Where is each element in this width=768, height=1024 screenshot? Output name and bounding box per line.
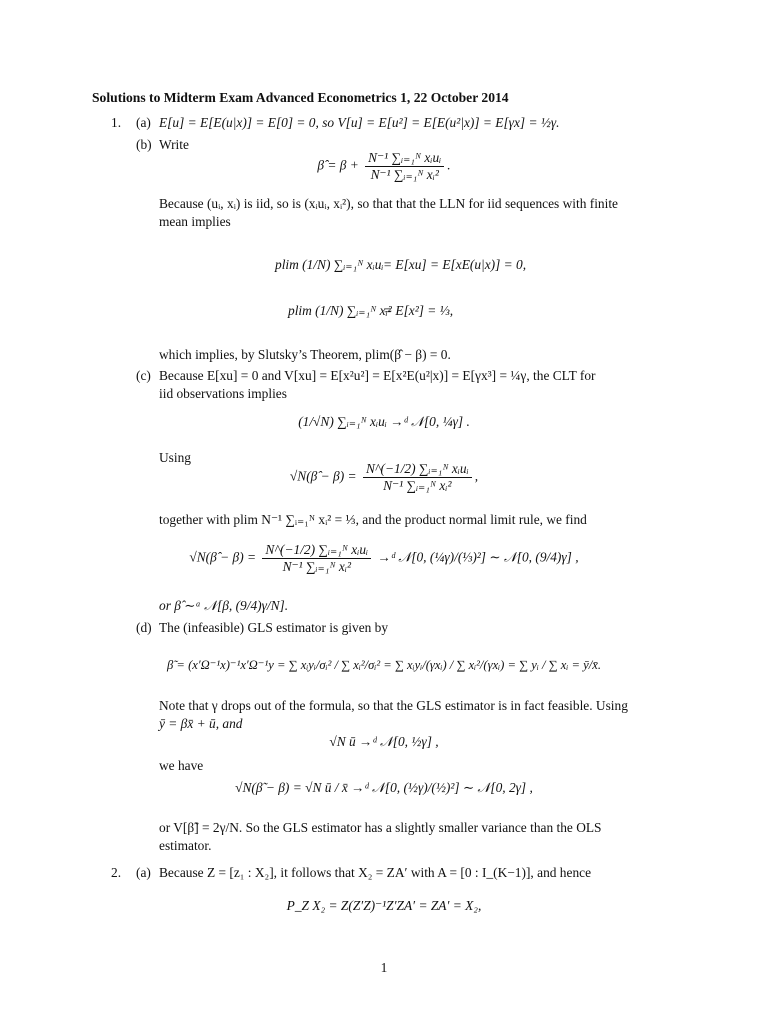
ols-limit-equation	[0, 542, 768, 575]
ols-limit-rhs: →ᵈ 𝒩[0, (¼γ)/(⅓)²] ∼ 𝒩[0, (9/4)γ] ,	[377, 549, 579, 565]
question-1-number: 1.	[111, 115, 122, 130]
ols-estimator-denominator: N⁻¹ ∑ᵢ₌₁ᴺ xᵢ²	[365, 166, 444, 183]
root-n-end: ,	[474, 468, 479, 484]
ubar-limit-equation: √N ū →ᵈ 𝒩[0, ½γ] ,	[329, 734, 439, 749]
ols-limit-lhs: √N(β̂ − β) =	[189, 549, 257, 565]
clt-equation: (1/√N) ∑ᵢ₌₁ᴺ xᵢuᵢ →ᵈ 𝒩[0, ¼γ] .	[298, 414, 470, 429]
part-d-text-1: The (infeasible) GLS estimator is given by	[159, 620, 389, 635]
root-n-equation	[0, 461, 768, 494]
root-n-lhs: √N(β̂ − β) =	[289, 468, 357, 484]
slutsky-text: which implies, by Slutsky’s Theorem, plim(β̂ − β) = 0.	[159, 347, 451, 362]
plim-xu-lhs: plim (1/N) ∑ᵢ₌₁ᴺ xᵢuᵢ	[275, 257, 384, 272]
root-n-numerator: N^(−1/2) ∑ᵢ₌₁ᴺ xᵢuᵢ	[365, 461, 469, 476]
we-have-text: we have	[159, 758, 204, 773]
root-n-denominator: N⁻¹ ∑ᵢ₌₁ᴺ xᵢ²	[363, 477, 472, 494]
part-b-text-2: mean implies	[159, 214, 231, 229]
plim-x2-rhs: = E[x²] = ⅓,	[383, 303, 454, 318]
part-c-text-2: iid observations implies	[159, 386, 287, 401]
using-text: Using	[159, 450, 191, 465]
part-d-text-4: or V[β̃] = 2γ/N. So the GLS estimator has a slightly smaller variance than the OLS	[159, 820, 602, 835]
gls-limit-equation: √N(β̃ − β) = √N ū / x̄ →ᵈ 𝒩[0, (½γ)/(½)²] ∼ 𝒩[0, 2γ] ,	[235, 780, 533, 795]
q2-part-a-label: (a)	[136, 865, 151, 880]
projection-equation: P_Z X₂ = Z(Z′Z)⁻¹Z′ZA′ = ZA′ = X₂,	[286, 898, 482, 913]
ols-limit-denominator: N⁻¹ ∑ᵢ₌₁ᴺ xᵢ²	[262, 558, 371, 575]
part-a-equation: E[u] = E[E(u|x)] = E[0] = 0, so V[u] = E[u²] = E[E(u²|x)] = E[γx] = ½γ.	[159, 115, 560, 130]
ols-estimator-lhs: β̂ = β +	[317, 157, 359, 173]
part-c-text-1: Because E[xu] = 0 and V[xu] = E[x²u²] = E[x²E(u²|x)] = E[γx³] = ¼γ, the CLT for	[159, 368, 596, 383]
ols-estimator-equation: β̂ = β + $\frac{\text{N⁻¹ ∑ᵢ₌₁ᴺ xᵢuᵢ}}{\text{N⁻¹ ∑ᵢ₌₁ᴺ xᵢ²}}$ .	[317, 150, 451, 182]
part-b-label: (b)	[136, 137, 152, 152]
part-b-write: Write	[159, 137, 189, 152]
part-d-text-5: estimator.	[159, 838, 212, 853]
part-d-text-2: Note that γ drops out of the formula, so that the GLS estimator is in fact feasible. Using	[159, 698, 628, 713]
part-c-label: (c)	[136, 368, 151, 383]
plim-x2-lhs: plim (1/N) ∑ᵢ₌₁ᴺ xᵢ²	[288, 303, 392, 318]
page-title: Solutions to Midterm Exam Advanced Econometrics 1, 22 October 2014	[92, 90, 509, 105]
part-b-text-1: Because (uᵢ, xᵢ) is iid, so is (xᵢuᵢ, xᵢ²), so that that the LLN for iid sequences with finite	[159, 196, 618, 211]
page-number: 1	[380, 960, 388, 975]
question-2-number: 2.	[111, 865, 122, 880]
gls-estimator-equation: β̃ = (x′Ω⁻¹x)⁻¹x′Ω⁻¹y = ∑ xᵢyᵢ/σᵢ² / ∑ xᵢ²/σᵢ² = ∑ xᵢyᵢ/(γxᵢ) / ∑ xᵢ²/(γxᵢ) = ∑ yᵢ / ∑ xᵢ = ȳ/x̄.	[167, 658, 601, 672]
part-a-label: (a)	[136, 115, 151, 130]
ols-estimator-numerator: N⁻¹ ∑ᵢ₌₁ᴺ xᵢuᵢ	[368, 150, 442, 165]
part-d-label: (d)	[136, 620, 152, 635]
q2-part-a-text: Because Z = [z₁ : X₂], it follows that X₂ = ZA′ with A = [0 : I_(K−1)], and hence	[159, 865, 592, 880]
part-d-text-3: ȳ = βx̄ + ū, and	[159, 716, 243, 731]
asymptotic-distribution: or β̂ ∼ᵃ 𝒩[β, (9/4)γ/N].	[159, 598, 289, 613]
ols-limit-numerator: N^(−1/2) ∑ᵢ₌₁ᴺ xᵢuᵢ	[265, 542, 369, 557]
together-text: together with plim N⁻¹ ∑ᵢ₌₁ᴺ xᵢ² = ⅓, and the product normal limit rule, we find	[159, 512, 587, 527]
plim-xu-rhs: = E[xu] = E[xE(u|x)] = 0,	[383, 257, 527, 272]
